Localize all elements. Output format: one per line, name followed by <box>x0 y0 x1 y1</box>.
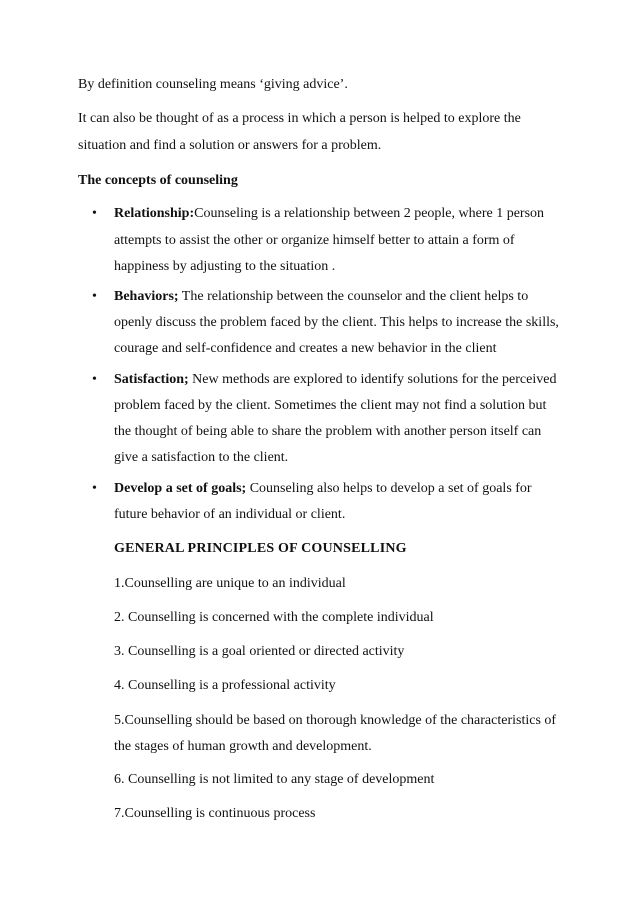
concept-relationship-line-3: happiness by adjusting to the situation . <box>114 259 336 274</box>
concept-goals-line-1 <box>114 481 532 497</box>
concept-behaviors-line-3: courage and self-confidence and creates a new behavior in the client <box>114 341 497 356</box>
concept-text: Counseling is a relationship between 2 people, where 1 person <box>194 206 545 221</box>
bullet-marker: • <box>92 372 97 387</box>
bullet-marker: • <box>92 289 97 304</box>
principles-heading: GENERAL PRINCIPLES OF COUNSELLING <box>114 541 407 556</box>
concept-relationship-line-2: attempts to assist the other or organize himself better to attain a form of <box>114 233 515 248</box>
concept-behaviors-line-2: openly discuss the problem faced by the client. This helps to increase the skills, <box>114 315 559 330</box>
concept-satisfaction-line-1 <box>114 372 556 388</box>
concept-text: New methods are explored to identify solutions for the perceived <box>188 372 557 387</box>
principle-2: 2. Counselling is concerned with the complete individual <box>114 610 434 625</box>
concept-relationship-line-1 <box>114 206 544 222</box>
concept-satisfaction-line-2: problem faced by the client. Sometimes the client may not find a solution but <box>114 398 547 413</box>
concept-text: The relationship between the counselor and the client helps to <box>178 289 529 304</box>
concept-satisfaction-line-3: the thought of being able to share the problem with another person itself can <box>114 424 542 439</box>
principle-3: 3. Counselling is a goal oriented or directed activity <box>114 644 405 659</box>
principle-1: 1.Counselling are unique to an individual <box>114 576 346 591</box>
concept-title: Develop a set of goals; <box>114 481 247 496</box>
principle-5-line-2: the stages of human growth and development. <box>114 739 372 754</box>
concept-title: Relationship: <box>114 206 195 221</box>
concept-behaviors-line-1 <box>114 289 528 305</box>
principle-7: 7.Counselling is continuous process <box>114 806 316 821</box>
intro-line-1: By definition counseling means ‘giving advice’. <box>78 77 348 92</box>
bullet-marker: • <box>92 481 97 496</box>
concept-goals-line-2: future behavior of an individual or client. <box>114 507 346 522</box>
concept-title: Satisfaction; <box>114 372 189 387</box>
concepts-heading: The concepts of counseling <box>78 173 238 188</box>
intro-line-3: situation and find a solution or answers for a problem. <box>78 138 382 153</box>
intro-line-2: It can also be thought of as a process in which a person is helped to explore the <box>78 111 521 126</box>
bullet-marker: • <box>92 206 97 221</box>
concept-title: Behaviors; <box>114 289 179 304</box>
principle-5-line-1: 5.Counselling should be based on thorough knowledge of the characteristics of <box>114 713 557 728</box>
principle-6: 6. Counselling is not limited to any stage of development <box>114 772 435 787</box>
concept-satisfaction-line-4: give a satisfaction to the client. <box>114 450 289 465</box>
concept-text: Counseling also helps to develop a set of goals for <box>246 481 532 496</box>
principle-4: 4. Counselling is a professional activity <box>114 678 336 693</box>
